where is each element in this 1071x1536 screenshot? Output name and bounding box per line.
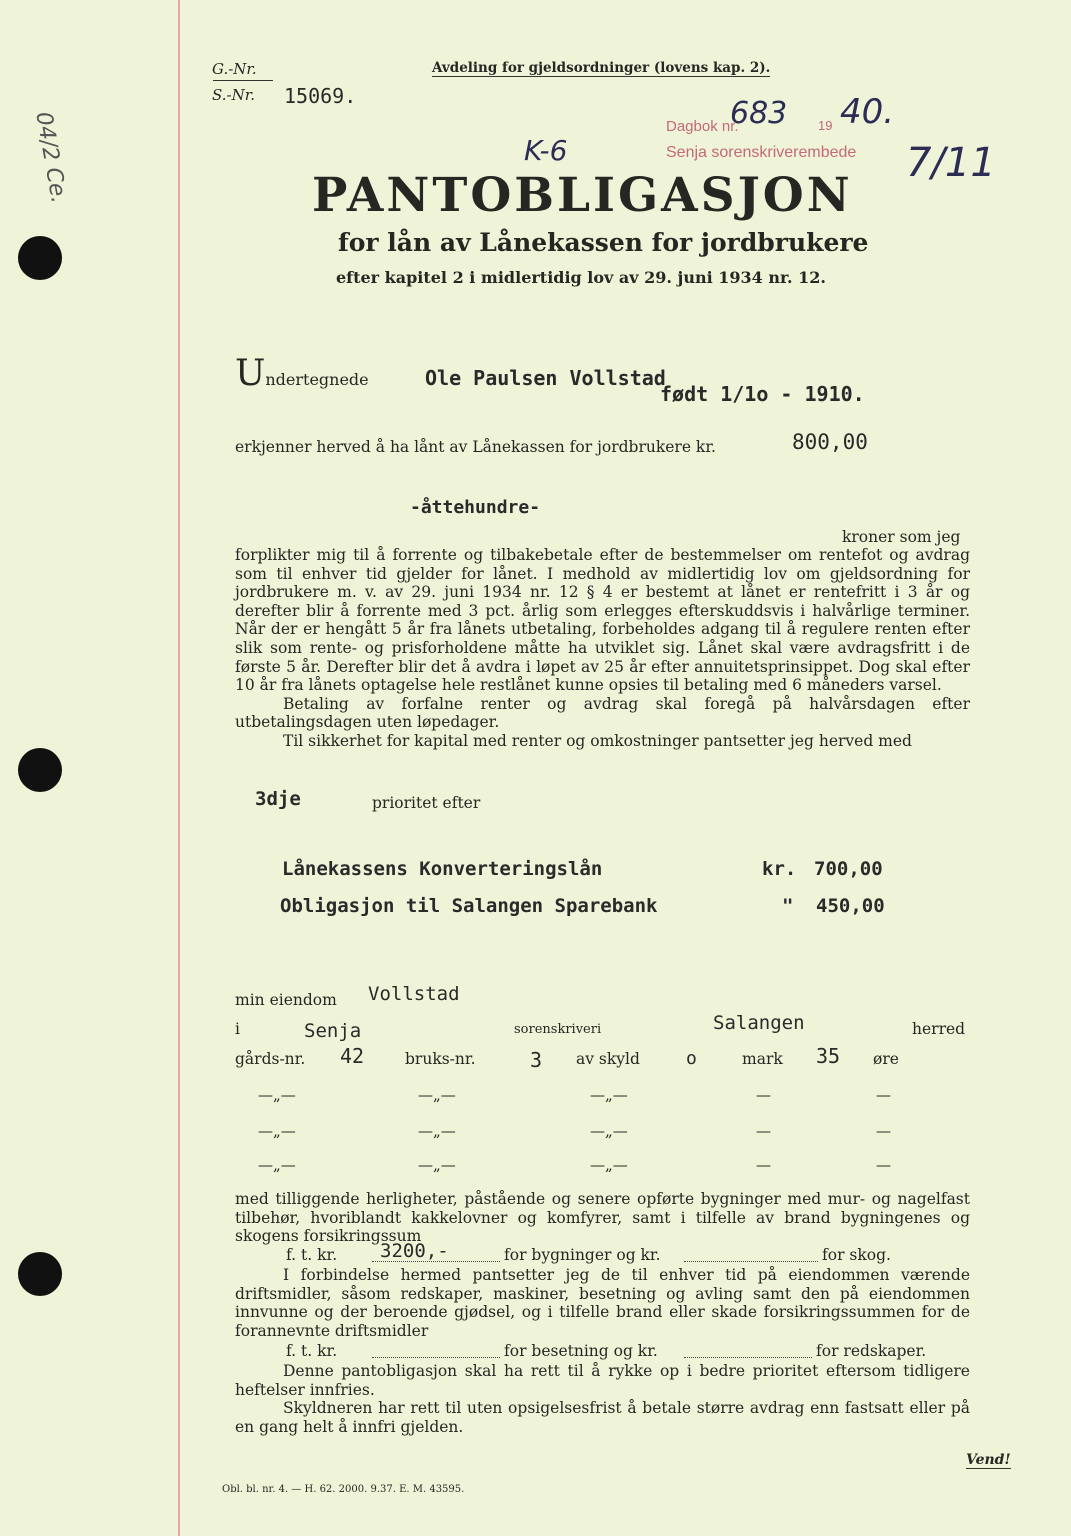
s-nr-label: S.-Nr. bbox=[212, 86, 255, 104]
terms-paragraph-3: Til sikkerhet for kapital med renter og omkostninger pantsetter jeg herved med bbox=[283, 731, 912, 750]
loan-text: erkjenner herved å ha lånt av Lånekassen for jordbrukere kr. bbox=[235, 438, 716, 456]
ditto-mark: —„— bbox=[590, 1086, 628, 1104]
prior-loan-currency: kr. bbox=[762, 858, 797, 880]
punch-hole bbox=[18, 748, 62, 792]
closing-block-3 bbox=[235, 1362, 970, 1436]
g-nr-label: G.-Nr. bbox=[212, 60, 257, 78]
skog-label: for skog. bbox=[822, 1246, 891, 1264]
punch-hole bbox=[18, 1252, 62, 1296]
eiendom-label: min eiendom bbox=[235, 991, 337, 1009]
red-margin-line bbox=[178, 0, 180, 1536]
redskaper-dotted-line bbox=[684, 1357, 812, 1358]
department-heading: Avdeling for gjeldsordninger (lovens kap. 2). bbox=[432, 60, 771, 76]
terms-paragraph-2: Betaling av forfalne renter og avdrag skal foregå på halvårsdagen efter utbetalingsdagen uten løpedager. bbox=[235, 694, 970, 732]
dash-mark: — bbox=[876, 1156, 891, 1174]
ditto-mark: —„— bbox=[258, 1156, 296, 1174]
dash-mark: — bbox=[756, 1156, 771, 1174]
g-nr-underline bbox=[213, 80, 273, 81]
priority-value: 3dje bbox=[255, 788, 301, 810]
document-subtitle: for lån av Lånekassen for jordbrukere bbox=[338, 228, 869, 257]
dash-mark: — bbox=[756, 1122, 771, 1140]
sorenskriveri-label: sorenskriveri bbox=[514, 1022, 602, 1037]
herred-label: herred bbox=[912, 1020, 966, 1038]
insurance-value: 3200,- bbox=[380, 1240, 449, 1262]
mark-label: mark bbox=[742, 1050, 783, 1068]
prior-loan-currency: " bbox=[782, 895, 794, 917]
bruks-value: 3 bbox=[530, 1048, 543, 1072]
margin-handwritten-note: 04/2 Ce. bbox=[30, 110, 72, 206]
terms-paragraph-1: forplikter mig til å forrente og tilbakebetale efter de bestemmelser om rentefot og avdrag som til enhver tid gjelder for lånet. I medhold av midlertidig lov om gjeldsordning for jordbrukere m. v. av 29. juni 1934 nr. 12 § 4 er bestemt at lånet er rentefritt i 3 år og derefter blir å forrente med 3 pct. årlig som erlegges efterskuddsvis i halvårlige terminer. Når der er hengått 5 år fra lånets utbetaling, forbeholdes adgang til å regulere renten efter slik som rente- og prisforholdene måtte ha utviklet sig. Lånet skal være avdragsfritt i de første 5 år. Derefter blir det å avdra i løpet av 25 år efter annuitetsprinsippet. Dog skal efter 10 år fra lånets optagelse hele restlånet kunne opsies til betaling med 6 måneders varsel. bbox=[235, 546, 970, 695]
ditto-mark: —„— bbox=[590, 1156, 628, 1174]
prior-loan-amount: 700,00 bbox=[814, 858, 883, 880]
skog-dotted-line bbox=[684, 1261, 818, 1262]
undersigned-label: Undertegnede bbox=[235, 353, 369, 394]
closing-paragraph-3: Denne pantobligasjon skal ha rett til å rykke op i bedre prioritet eftersom tidligere heftelser innfries. bbox=[235, 1362, 970, 1399]
eiendom-value: Vollstad bbox=[368, 983, 460, 1005]
redskaper-label: for redskaper. bbox=[816, 1342, 927, 1360]
besetning-dotted-line bbox=[372, 1357, 500, 1358]
loan-amount-words: -åttehundre- bbox=[410, 497, 541, 518]
dash-mark: — bbox=[876, 1086, 891, 1104]
s-nr-value: 15069. bbox=[284, 84, 357, 108]
prior-loan-amount: 450,00 bbox=[816, 895, 885, 917]
bygninger-label: for bygninger og kr. bbox=[504, 1246, 661, 1264]
ditto-mark: —„— bbox=[258, 1122, 296, 1140]
ditto-mark: —„— bbox=[590, 1122, 628, 1140]
punch-hole bbox=[18, 236, 62, 280]
gards-value: 42 bbox=[340, 1044, 365, 1068]
insurance-dotted-line bbox=[372, 1261, 500, 1262]
ditto-mark: —„— bbox=[418, 1086, 456, 1104]
dagbok-year-suffix: 40. bbox=[840, 92, 895, 132]
sorenskriveri-value: Senja bbox=[304, 1020, 362, 1042]
dash-mark: — bbox=[756, 1086, 771, 1104]
document-title: PANTOBLIGASJON bbox=[312, 168, 853, 223]
ditto-mark: —„— bbox=[418, 1122, 456, 1140]
ditto-mark: —„— bbox=[258, 1086, 296, 1104]
turn-page-note: Vend! bbox=[966, 1452, 1011, 1468]
closing-block-1 bbox=[235, 1190, 970, 1246]
prior-loan-name: Obligasjon til Salangen Sparebank bbox=[280, 895, 658, 917]
undersigned-label-rest: ndertegnede bbox=[265, 370, 369, 389]
i-label: i bbox=[235, 1020, 240, 1038]
skyld-value: o bbox=[686, 1048, 697, 1069]
mark-value: 35 bbox=[816, 1044, 841, 1068]
terms-block bbox=[235, 546, 970, 751]
debtor-name: Ole Paulsen Vollstad bbox=[425, 366, 666, 390]
loan-amount: 800,00 bbox=[792, 430, 868, 454]
besetning-label: for besetning og kr. bbox=[504, 1342, 658, 1360]
dagbok-label: Dagbok nr. bbox=[666, 118, 739, 135]
prior-loan-name: Lånekassens Konverteringslån bbox=[282, 858, 603, 880]
dagbok-year-prefix: 19 bbox=[818, 118, 833, 133]
debtor-born: født 1/1o - 1910. bbox=[660, 382, 865, 406]
closing-block-2 bbox=[235, 1266, 970, 1340]
dash-mark: — bbox=[876, 1122, 891, 1140]
closing-paragraph-1: med tilliggende herligheter, påstående og senere opførte bygninger med mur- og nagelfast tilbehør, hvoriblandt kakkelovner og komfyrer, samt i tilfelle av brand bygningenes og skogens forsikringssum bbox=[235, 1190, 970, 1246]
ore-label: øre bbox=[873, 1050, 899, 1068]
bruks-label: bruks-nr. bbox=[405, 1050, 476, 1068]
skyld-label: av skyld bbox=[576, 1050, 640, 1068]
ft-label: f. t. kr. bbox=[286, 1246, 338, 1264]
office-stamp: Senja sorenskriverembede bbox=[666, 144, 857, 161]
closing-paragraph-4: Skyldneren har rett til uten opsigelsesfrist å betale større avdrag enn fastsatt eller på en gang helt å innfri gjelden. bbox=[235, 1399, 970, 1436]
ditto-mark: —„— bbox=[418, 1156, 456, 1174]
kroner-text: kroner som jeg bbox=[842, 528, 961, 546]
k6-mark: K-6 bbox=[524, 134, 568, 167]
herred-value: Salangen bbox=[713, 1012, 805, 1034]
ft-label: f. t. kr. bbox=[286, 1342, 338, 1360]
dagbok-number: 683 bbox=[730, 96, 788, 131]
priority-label: prioritet efter bbox=[372, 794, 481, 812]
print-info: Obl. bl. nr. 4. — H. 62. 2000. 9.37. E. M. 43595. bbox=[222, 1484, 465, 1495]
date-note: 7/11 bbox=[906, 140, 996, 186]
law-reference: efter kapitel 2 i midlertidig lov av 29. juni 1934 nr. 12. bbox=[336, 268, 826, 287]
gards-label: gårds-nr. bbox=[235, 1050, 306, 1068]
closing-paragraph-2: I forbindelse hermed pantsetter jeg de til enhver tid på eiendommen værende driftsmidler, såsom redskaper, maskiner, besetning og avling samt den på eiendommen innvunne og der beroende gjødsel, og i tilfelle brand eller skade forsikringssummen for de forannevnte driftsmidler bbox=[235, 1266, 970, 1340]
